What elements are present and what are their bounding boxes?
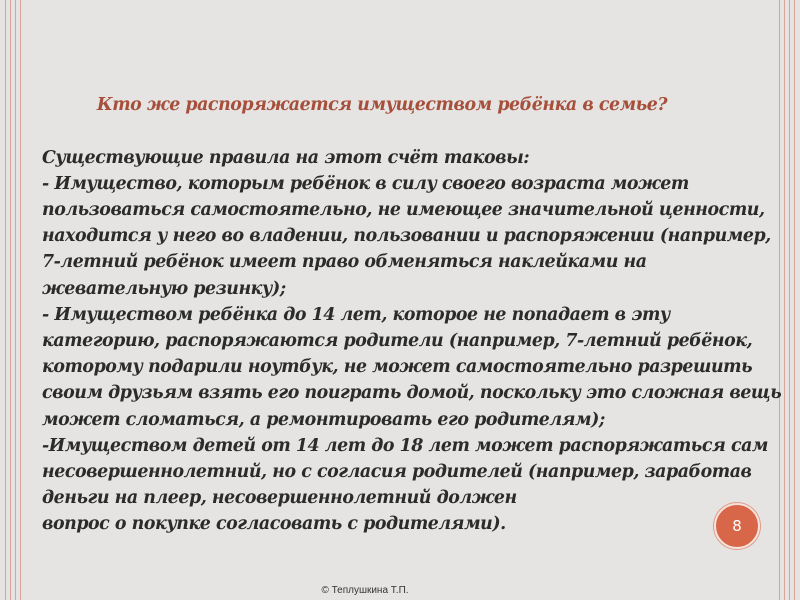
right-border-line [794, 0, 795, 600]
left-border-line [20, 0, 21, 600]
slide-content [42, 66, 782, 538]
slide-heading: Кто же распоряжается имуществом ребёнка в семье? [96, 95, 668, 116]
slide-body-text: Существующие правила на этот счёт таковы: - Имущество, которым ребёнок в силу своего возраста может пользоваться самостоятельно, не имеющее значительной ценности, находится у него во владении, пользовании и распоряжении (например, 7-летний ребёнок имеет право обменяться наклейками на жевательную резинку); - Имуществом ребёнка до 14 лет, которое не попадает в эту категорию, распоряжаются родители (например, 7-летний ребёнок, которому подарили ноутбук, не может самостоятельно разрешить своим друзьям взять его поиграть домой, поскольку это сложная вещь может сломаться, а ремонтировать его родителям); -Имуществом детей от 14 лет до 18 лет может распоряжаться сам несовершеннолетний, но с согласия родителей (например, заработав деньги на плеер, несовершеннолетний должен вопрос о покупке согласовать с родителями). [42, 147, 782, 535]
left-border-line [15, 0, 16, 600]
right-border-line [784, 0, 785, 600]
footer-copyright: © Теплушкина Т.П. [321, 585, 409, 596]
left-border-line [5, 0, 6, 600]
left-border-line [10, 0, 11, 600]
right-border-line [789, 0, 790, 600]
page-number-badge: 8 [714, 503, 760, 549]
